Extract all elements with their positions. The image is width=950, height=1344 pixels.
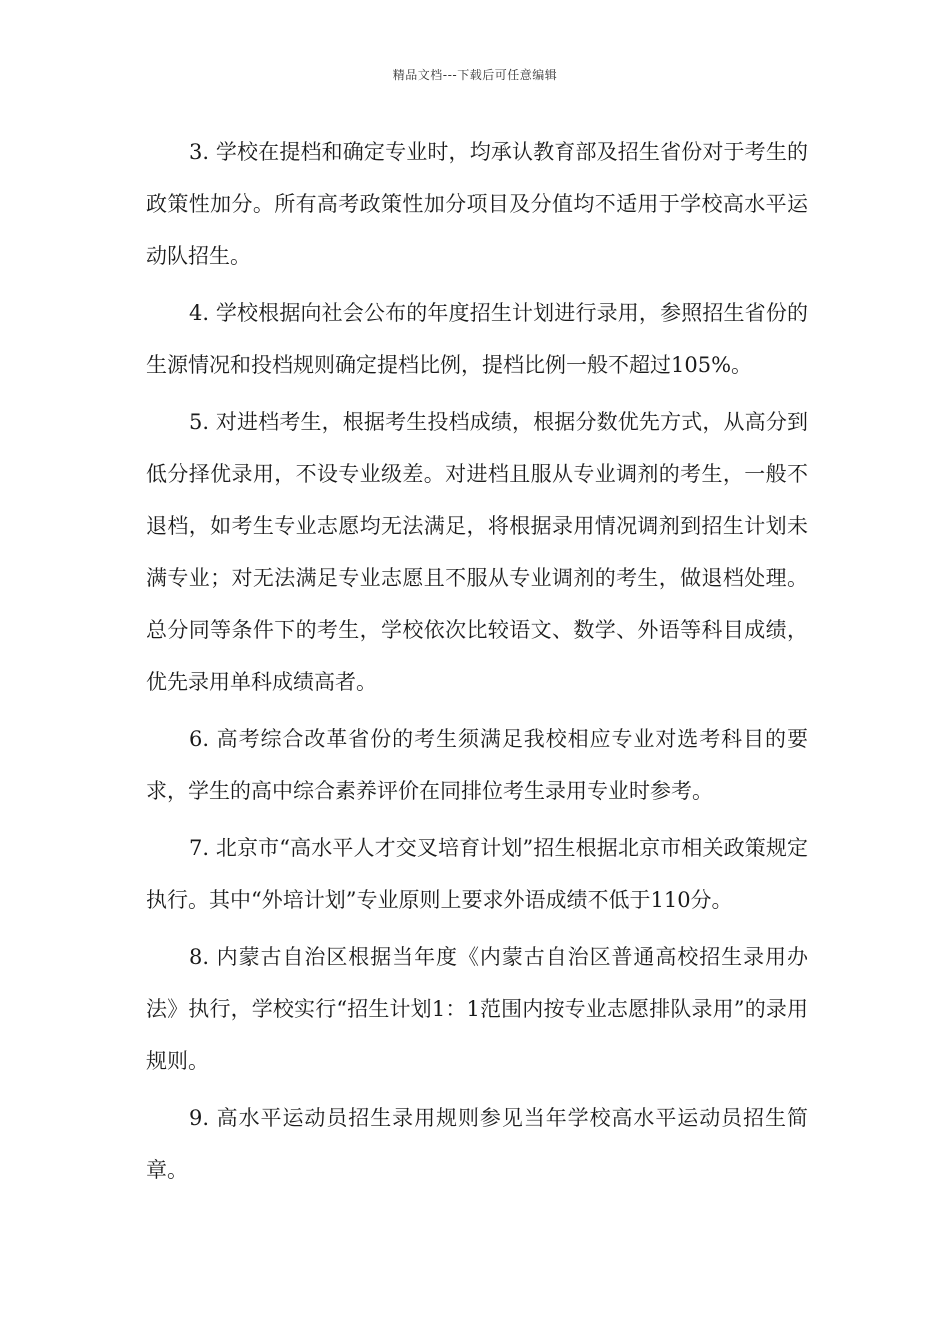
paragraph-item-8: 8. 内蒙古自治区根据当年度《内蒙古自治区普通高校招生录用办法》执行，学校实行“招生计划1：1范围内按专业志愿排队录用”的录用规则。: [146, 945, 808, 1073]
paragraph-item-7: 7. 北京市“高水平人才交叉培育计划”招生根据北京市相关政策规定执行。其中“外培计划”专业原则上要求外语成绩不低于110分。: [146, 836, 808, 912]
paragraph-item-5: 5. 对进档考生，根据考生投档成绩，根据分数优先方式，从高分到低分择优录用，不设专业级差。对进档且服从专业调剂的考生，一般不退档，如考生专业志愿均无法满足，将根据录用情况调剂到招生计划未满专业；对无法满足专业志愿且不服从专业调剂的考生，做退档处理。总分同等条件下的考生，学校依次比较语文、数学、外语等科目成绩，优先录用单科成绩高者。: [146, 410, 808, 694]
paragraph-item-4: 4. 学校根据向社会公布的年度招生计划进行录用，参照招生省份的生源情况和投档规则确定提档比例，提档比例一般不超过105%。: [146, 301, 808, 377]
paragraph-item-9: 9. 高水平运动员招生录用规则参见当年学校高水平运动员招生简章。: [146, 1106, 808, 1182]
document-body: [146, 126, 808, 1201]
paragraph-item-6: 6. 高考综合改革省份的考生须满足我校相应专业对选考科目的要求，学生的高中综合素养评价在同排位考生录用专业时参考。: [146, 727, 808, 803]
page-header: 精品文档---下载后可任意编辑: [392, 68, 558, 82]
paragraph-item-3: 3. 学校在提档和确定专业时，均承认教育部及招生省份对于考生的政策性加分。所有高考政策性加分项目及分值均不适用于学校高水平运动队招生。: [146, 140, 808, 268]
